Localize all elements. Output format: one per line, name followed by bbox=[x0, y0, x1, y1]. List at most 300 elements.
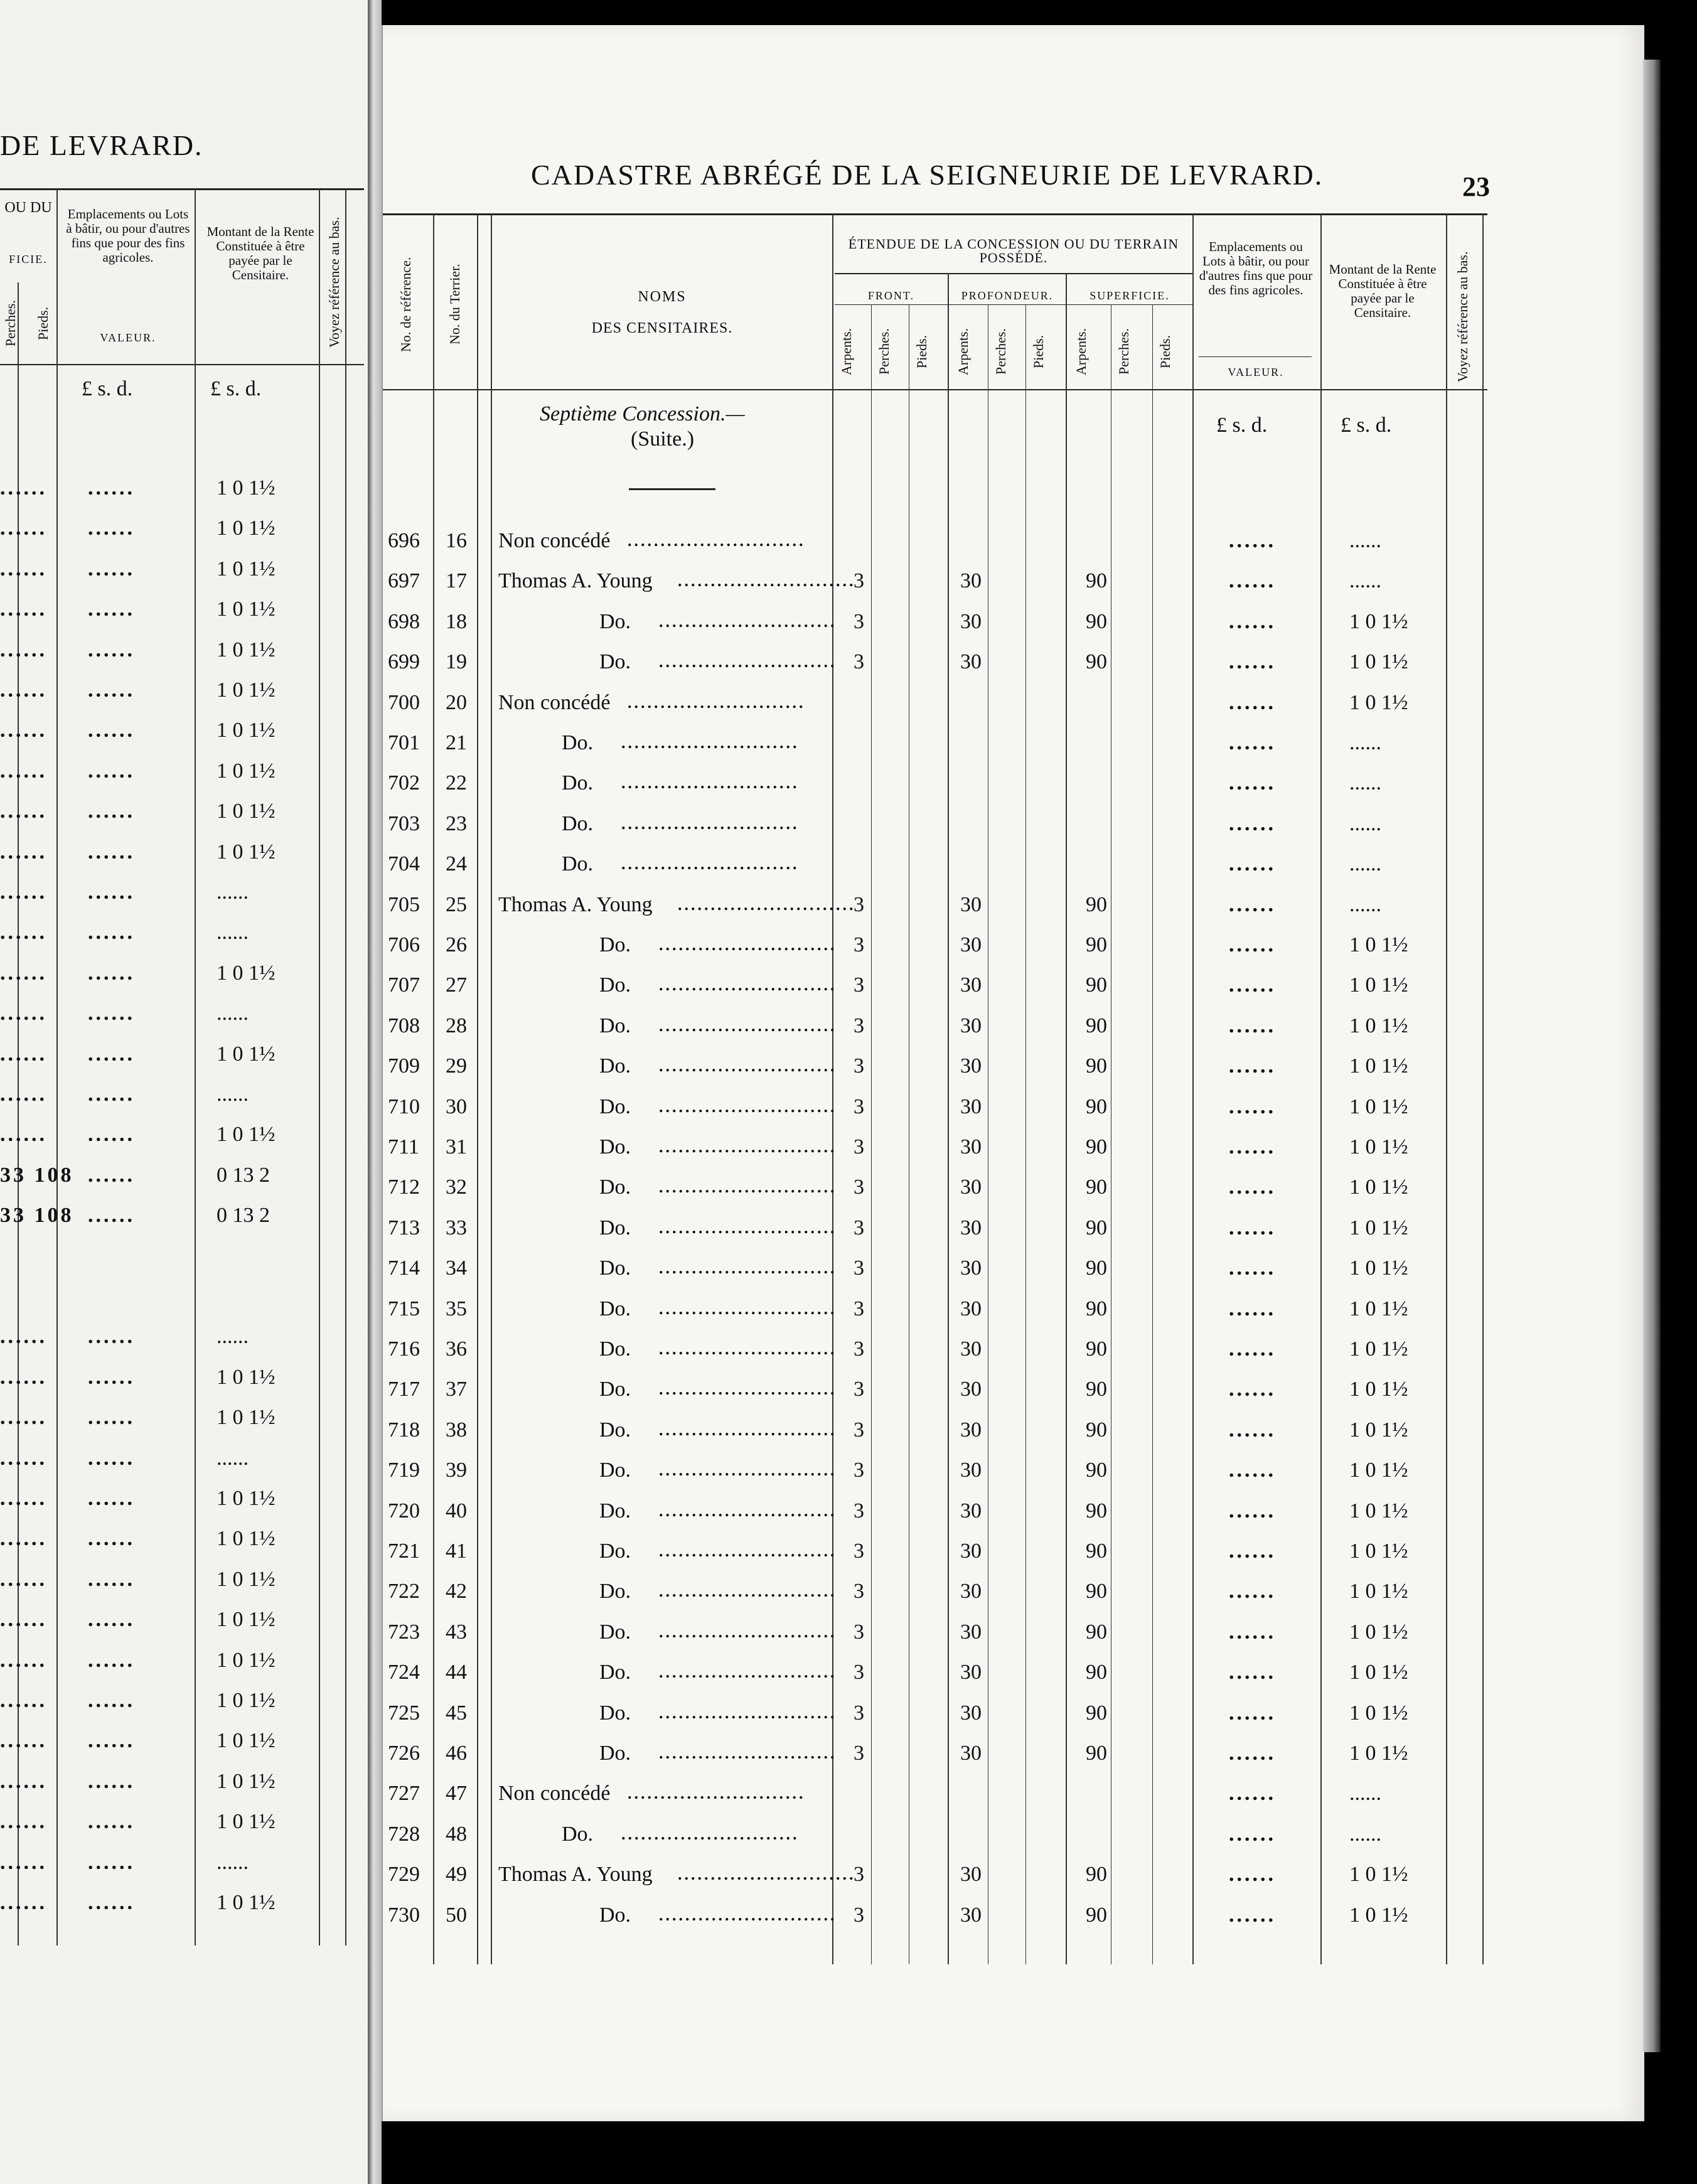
left-rente-cell: 0 13 2 bbox=[217, 1164, 270, 1187]
left-rente-cell: ...... bbox=[217, 1447, 249, 1470]
sup-arpents-cell: 90 bbox=[1086, 1054, 1107, 1078]
col-rule bbox=[1446, 213, 1447, 1964]
rente-cell: 1 0 1½ bbox=[1349, 1580, 1408, 1603]
left-col-rule bbox=[345, 188, 346, 1946]
left-superficie-cell: ...... bbox=[0, 1447, 47, 1470]
left-superficie-cell: ...... bbox=[0, 557, 47, 581]
left-superficie-cell: ...... bbox=[0, 1810, 47, 1833]
name-cell: Do. bbox=[599, 1580, 631, 1603]
terrier-cell: 17 bbox=[446, 569, 467, 592]
left-col-rule bbox=[195, 188, 196, 1946]
left-page bbox=[0, 0, 377, 2184]
valeur-cell: ...... bbox=[1229, 529, 1276, 552]
dot-leader: ........................... bbox=[659, 1098, 837, 1116]
prof-arpents-cell: 30 bbox=[960, 1256, 982, 1280]
rente-cell: 1 0 1½ bbox=[1349, 1499, 1408, 1523]
left-superficie-cell: ...... bbox=[0, 1487, 47, 1510]
left-valeur-cell: ...... bbox=[88, 1002, 135, 1025]
sup-arpents-cell: 90 bbox=[1086, 1863, 1107, 1886]
sup-arpents-cell: 90 bbox=[1086, 893, 1107, 916]
rente-cell: ...... bbox=[1349, 731, 1381, 754]
left-superficie-cell: ...... bbox=[0, 1689, 47, 1712]
name-cell: Do. bbox=[599, 973, 631, 997]
front-arpents-cell: 3 bbox=[854, 973, 864, 997]
name-cell: Thomas A. Young bbox=[498, 1863, 653, 1886]
terrier-cell: 35 bbox=[446, 1297, 467, 1320]
terrier-cell: 36 bbox=[446, 1337, 467, 1361]
rente-cell: 1 0 1½ bbox=[1349, 1095, 1408, 1118]
prof-arpents-cell: 30 bbox=[960, 1378, 982, 1401]
left-superficie-cell: ...... bbox=[0, 1608, 47, 1631]
sup-arpents-cell: 90 bbox=[1086, 1903, 1107, 1927]
prof-arpents-cell: 30 bbox=[960, 1135, 982, 1159]
left-superficie-cell: ...... bbox=[0, 1527, 47, 1550]
left-rente-cell: 1 0 1½ bbox=[217, 1649, 276, 1672]
front-arpents-cell: 3 bbox=[854, 1175, 864, 1199]
front-arpents-cell: 3 bbox=[854, 1135, 864, 1159]
left-superficie-cell: 33 108 bbox=[0, 1204, 74, 1227]
front-arpents-cell: 3 bbox=[854, 610, 864, 633]
terrier-cell: 37 bbox=[446, 1378, 467, 1401]
page-number: 23 bbox=[1462, 171, 1490, 202]
front-arpents-cell: 3 bbox=[854, 1701, 864, 1725]
left-superficie-cell: ...... bbox=[0, 1042, 47, 1066]
sup-arpents-cell: 90 bbox=[1086, 973, 1107, 997]
sup-arpents-cell: 90 bbox=[1086, 1297, 1107, 1320]
ref-cell: 711 bbox=[388, 1135, 419, 1159]
left-header-valeur: VALEUR. bbox=[100, 331, 156, 344]
left-rente-cell: 1 0 1½ bbox=[217, 678, 276, 702]
rente-cell: ...... bbox=[1349, 771, 1381, 795]
dot-leader: ........................... bbox=[659, 1057, 837, 1075]
dot-leader: ........................... bbox=[659, 1502, 837, 1520]
left-superficie-cell: ...... bbox=[0, 517, 47, 540]
front-arpents-cell: 3 bbox=[854, 1620, 864, 1644]
valeur-cell: ...... bbox=[1229, 569, 1276, 592]
name-cell: Do. bbox=[562, 731, 594, 754]
prof-arpents-cell: 30 bbox=[960, 893, 982, 916]
sup-arpents-cell: 90 bbox=[1086, 1014, 1107, 1037]
valeur-cell: ...... bbox=[1229, 1459, 1276, 1482]
left-superficie-cell: ...... bbox=[0, 597, 47, 621]
left-valeur-cell: ...... bbox=[88, 1447, 135, 1470]
left-valeur-cell: ...... bbox=[88, 1851, 135, 1874]
sup-arpents-cell: 90 bbox=[1086, 1256, 1107, 1280]
page-title: CADASTRE ABRÉGÉ DE LA SEIGNEURIE DE LEVRARD. bbox=[531, 159, 1324, 191]
prof-arpents-cell: 30 bbox=[960, 973, 982, 997]
left-superficie-cell: ...... bbox=[0, 1083, 47, 1106]
left-valeur-cell: ...... bbox=[88, 840, 135, 864]
right-page bbox=[382, 25, 1644, 2121]
valeur-cell: ...... bbox=[1229, 1014, 1276, 1037]
terrier-cell: 23 bbox=[446, 812, 467, 835]
rente-cell: ...... bbox=[1349, 529, 1381, 552]
left-valeur-cell: ...... bbox=[88, 1042, 135, 1066]
prof-perches-label: Perches. bbox=[993, 328, 1009, 375]
ref-cell: 709 bbox=[388, 1054, 420, 1078]
left-valeur-cell: ...... bbox=[88, 1568, 135, 1591]
terrier-cell: 38 bbox=[446, 1418, 467, 1442]
sup-arpents-cell: 90 bbox=[1086, 1701, 1107, 1725]
left-rente-cell: 1 0 1½ bbox=[217, 597, 276, 621]
left-rente-cell: ...... bbox=[217, 1083, 249, 1106]
front-arpents-cell: 3 bbox=[854, 1014, 864, 1037]
prof-pieds-label: Pieds. bbox=[1031, 335, 1046, 368]
sup-arpents-cell: 90 bbox=[1086, 1499, 1107, 1523]
valeur-cell: ...... bbox=[1229, 610, 1276, 633]
valeur-cell: ...... bbox=[1229, 812, 1276, 835]
left-rente-cell: ...... bbox=[217, 1002, 249, 1025]
ref-cell: 715 bbox=[388, 1297, 420, 1320]
ref-cell: 714 bbox=[388, 1256, 420, 1280]
prof-arpents-cell: 30 bbox=[960, 1903, 982, 1927]
front-arpents-cell: 3 bbox=[854, 1418, 864, 1442]
dot-leader: ........................... bbox=[659, 1380, 837, 1398]
left-valeur-cell: ...... bbox=[88, 1608, 135, 1631]
left-valeur-cell: ...... bbox=[88, 921, 135, 944]
ref-cell: 721 bbox=[388, 1539, 420, 1563]
front-arpents-cell: 3 bbox=[854, 1054, 864, 1078]
left-superficie-cell: ...... bbox=[0, 1729, 47, 1752]
ref-cell: 698 bbox=[388, 610, 420, 633]
valeur-cell: ...... bbox=[1229, 1539, 1276, 1563]
dot-leader: ........................... bbox=[659, 653, 837, 671]
terrier-cell: 19 bbox=[446, 650, 467, 673]
terrier-cell: 26 bbox=[446, 933, 467, 956]
sup-arpents-cell: 90 bbox=[1086, 1459, 1107, 1482]
ref-cell: 700 bbox=[388, 691, 420, 714]
terrier-cell: 39 bbox=[446, 1459, 467, 1482]
name-cell: Do. bbox=[599, 1539, 631, 1563]
valeur-cell: ...... bbox=[1229, 691, 1276, 714]
name-cell: Do. bbox=[599, 1256, 631, 1280]
left-rente-cell: 1 0 1½ bbox=[217, 1810, 276, 1833]
name-cell: Do. bbox=[599, 650, 631, 673]
ref-cell: 705 bbox=[388, 893, 420, 916]
front-arpents-label: Arpents. bbox=[838, 328, 854, 375]
left-superficie-cell: ...... bbox=[0, 1649, 47, 1672]
ref-cell: 727 bbox=[388, 1782, 420, 1805]
dot-leader: ........................... bbox=[621, 774, 800, 792]
front-arpents-cell: 3 bbox=[854, 1297, 864, 1320]
dot-leader: ........................... bbox=[659, 1744, 837, 1762]
prof-arpents-cell: 30 bbox=[960, 1054, 982, 1078]
left-valeur-cell: ...... bbox=[88, 1810, 135, 1833]
left-valeur-cell: ...... bbox=[88, 1325, 135, 1348]
name-cell: Do. bbox=[562, 771, 594, 795]
left-valeur-cell: ...... bbox=[88, 961, 135, 985]
prof-arpents-cell: 30 bbox=[960, 1337, 982, 1361]
sup-arpents-cell: 90 bbox=[1086, 1216, 1107, 1239]
ref-cell: 712 bbox=[388, 1175, 420, 1199]
prof-arpents-label: Arpents. bbox=[955, 328, 971, 375]
left-rente-cell: ...... bbox=[217, 881, 249, 904]
left-rente-cell: ...... bbox=[217, 921, 249, 944]
terrier-cell: 32 bbox=[446, 1175, 467, 1199]
prof-arpents-cell: 30 bbox=[960, 1459, 982, 1482]
rente-cell: 1 0 1½ bbox=[1349, 1459, 1408, 1482]
dot-leader: ........................... bbox=[659, 1219, 837, 1237]
left-header-montant: Montant de la Rente Constituée à être payée par le Censitaire. bbox=[206, 224, 314, 282]
dot-leader: ........................... bbox=[659, 1623, 837, 1641]
rente-cell: ...... bbox=[1349, 569, 1381, 592]
terrier-cell: 40 bbox=[446, 1499, 467, 1523]
sup-arpents-cell: 90 bbox=[1086, 569, 1107, 592]
left-rente-cell: 1 0 1½ bbox=[217, 1568, 276, 1591]
left-header-fragment: OU DU bbox=[4, 200, 52, 216]
col-rule bbox=[491, 213, 492, 1964]
prof-arpents-cell: 30 bbox=[960, 1095, 982, 1118]
header-emplacements: Emplacements ou Lots à bâtir, ou pour d'autres fins que pour des fins agricoles. bbox=[1199, 239, 1313, 297]
left-valeur-cell: ...... bbox=[88, 597, 135, 621]
ref-cell: 710 bbox=[388, 1095, 420, 1118]
dot-leader: ........................... bbox=[659, 1259, 837, 1277]
name-cell: Do. bbox=[562, 812, 594, 835]
ref-cell: 726 bbox=[388, 1742, 420, 1765]
left-superficie-cell: ...... bbox=[0, 678, 47, 702]
ref-cell: 696 bbox=[388, 529, 420, 552]
rente-cell: 1 0 1½ bbox=[1349, 1539, 1408, 1563]
sup-arpents-cell: 90 bbox=[1086, 1337, 1107, 1361]
dot-leader: ........................... bbox=[659, 936, 837, 954]
left-valeur-cell: ...... bbox=[88, 678, 135, 702]
front-perches-label: Perches. bbox=[876, 328, 892, 375]
left-superficie-cell: ...... bbox=[0, 638, 47, 661]
valeur-cell: ...... bbox=[1229, 731, 1276, 754]
terrier-cell: 50 bbox=[446, 1903, 467, 1927]
col-rule bbox=[433, 213, 434, 1964]
terrier-cell: 21 bbox=[446, 731, 467, 754]
left-rente-cell: 1 0 1½ bbox=[217, 961, 276, 985]
col-rule bbox=[1025, 304, 1026, 1964]
header-bottom-rule bbox=[383, 389, 1487, 390]
valeur-cell: ...... bbox=[1229, 1620, 1276, 1644]
left-rente-cell: ...... bbox=[217, 1325, 249, 1348]
name-cell: Do. bbox=[599, 1135, 631, 1159]
ref-cell: 722 bbox=[388, 1580, 420, 1603]
etendue-rule bbox=[835, 273, 1192, 274]
sup-arpents-cell: 90 bbox=[1086, 1095, 1107, 1118]
valeur-cell: ...... bbox=[1229, 771, 1276, 795]
header-etendue: ÉTENDUE DE LA CONCESSION OU DU TERRAIN POSSÉDÉ. bbox=[848, 236, 1179, 265]
left-superficie-cell: ...... bbox=[0, 840, 47, 864]
left-valeur-cell: ...... bbox=[88, 719, 135, 742]
left-rente-cell: 1 0 1½ bbox=[217, 1123, 276, 1146]
rente-cell: 1 0 1½ bbox=[1349, 1256, 1408, 1280]
name-cell: Do. bbox=[599, 1054, 631, 1078]
ref-cell: 716 bbox=[388, 1337, 420, 1361]
rente-cell: 1 0 1½ bbox=[1349, 1661, 1408, 1684]
sup-arpents-cell: 90 bbox=[1086, 610, 1107, 633]
terrier-cell: 28 bbox=[446, 1014, 467, 1037]
front-arpents-cell: 3 bbox=[854, 1903, 864, 1927]
left-superficie-cell: ...... bbox=[0, 759, 47, 783]
left-subheader-rule bbox=[0, 364, 364, 365]
rente-cell: 1 0 1½ bbox=[1349, 933, 1408, 956]
dot-leader: ........................... bbox=[659, 1663, 837, 1681]
ref-cell: 720 bbox=[388, 1499, 420, 1523]
left-rente-cell: 1 0 1½ bbox=[217, 759, 276, 783]
ref-cell: 699 bbox=[388, 650, 420, 673]
dot-leader: ........................... bbox=[628, 1784, 806, 1802]
front-arpents-cell: 3 bbox=[854, 1256, 864, 1280]
dot-leader: ........................... bbox=[621, 734, 800, 752]
name-cell: Non concédé bbox=[498, 529, 611, 552]
section-rule bbox=[629, 488, 715, 490]
front-arpents-cell: 3 bbox=[854, 1742, 864, 1765]
prof-arpents-cell: 30 bbox=[960, 1539, 982, 1563]
left-valeur-cell: ...... bbox=[88, 1487, 135, 1510]
sup-arpents-cell: 90 bbox=[1086, 1378, 1107, 1401]
valeur-cell: ...... bbox=[1229, 1903, 1276, 1927]
left-valeur-cell: ...... bbox=[88, 1123, 135, 1146]
valeur-cell: ...... bbox=[1229, 893, 1276, 916]
left-valeur-cell: ...... bbox=[88, 1649, 135, 1672]
valeur-cell: ...... bbox=[1229, 1378, 1276, 1401]
left-valeur-cell: ...... bbox=[88, 1527, 135, 1550]
prof-arpents-cell: 30 bbox=[960, 1418, 982, 1442]
terrier-cell: 31 bbox=[446, 1135, 467, 1159]
header-profondeur: PROFONDEUR. bbox=[961, 289, 1054, 302]
name-cell: Do. bbox=[599, 610, 631, 633]
ref-cell: 706 bbox=[388, 933, 420, 956]
sup-arpents-cell: 90 bbox=[1086, 1539, 1107, 1563]
left-col-rule bbox=[319, 188, 320, 1946]
valeur-cell: ...... bbox=[1229, 1175, 1276, 1199]
left-superficie-cell: ...... bbox=[0, 1770, 47, 1793]
terrier-cell: 49 bbox=[446, 1863, 467, 1886]
dot-leader: ........................... bbox=[659, 1340, 837, 1358]
terrier-cell: 30 bbox=[446, 1095, 467, 1118]
prof-arpents-cell: 30 bbox=[960, 650, 982, 673]
front-pieds-label: Pieds. bbox=[914, 335, 929, 368]
valeur-cell: ...... bbox=[1229, 1782, 1276, 1805]
ref-cell: 707 bbox=[388, 973, 420, 997]
left-page-title: DE LEVRARD. bbox=[0, 129, 203, 161]
ref-cell: 697 bbox=[388, 569, 420, 592]
ref-cell: 703 bbox=[388, 812, 420, 835]
valeur-cell: ...... bbox=[1229, 1135, 1276, 1159]
sup-arpents-cell: 90 bbox=[1086, 1135, 1107, 1159]
ref-cell: 729 bbox=[388, 1863, 420, 1886]
left-superficie-cell: 33 108 bbox=[0, 1164, 74, 1187]
front-arpents-cell: 3 bbox=[854, 650, 864, 673]
sup-arpents-cell: 90 bbox=[1086, 650, 1107, 673]
front-arpents-cell: 3 bbox=[854, 1095, 864, 1118]
left-superficie-cell: ...... bbox=[0, 961, 47, 985]
dot-leader: ........................... bbox=[659, 1421, 837, 1439]
left-valeur-cell: ...... bbox=[88, 557, 135, 581]
ref-cell: 704 bbox=[388, 852, 420, 875]
prof-arpents-cell: 30 bbox=[960, 1175, 982, 1199]
book-gutter bbox=[368, 0, 382, 2184]
left-col-pieds: Pieds. bbox=[35, 306, 51, 340]
col-rule bbox=[1152, 304, 1153, 1964]
left-header-rule bbox=[0, 188, 364, 190]
front-arpents-cell: 3 bbox=[854, 1499, 864, 1523]
header-noms: NOMS bbox=[638, 289, 687, 305]
terrier-cell: 24 bbox=[446, 852, 467, 875]
sup-arpents-label: Arpents. bbox=[1073, 328, 1089, 375]
dot-leader: ........................... bbox=[659, 1704, 837, 1722]
prof-arpents-cell: 30 bbox=[960, 569, 982, 592]
left-valeur-cell: ...... bbox=[88, 1770, 135, 1793]
terrier-cell: 48 bbox=[446, 1823, 467, 1846]
terrier-cell: 27 bbox=[446, 973, 467, 997]
prof-arpents-cell: 30 bbox=[960, 1014, 982, 1037]
section-title: Septième Concession.— bbox=[540, 402, 745, 426]
header-top-rule bbox=[383, 213, 1487, 215]
dot-leader: ........................... bbox=[678, 1865, 856, 1883]
left-superficie-cell: ...... bbox=[0, 1891, 47, 1914]
name-cell: Do. bbox=[599, 1499, 631, 1523]
dot-leader: ........................... bbox=[659, 976, 837, 994]
front-arpents-cell: 3 bbox=[854, 1378, 864, 1401]
header-superficie: SUPERFICIE. bbox=[1089, 289, 1170, 302]
rente-cell: 1 0 1½ bbox=[1349, 1337, 1408, 1361]
terrier-cell: 22 bbox=[446, 771, 467, 795]
name-cell: Do. bbox=[599, 1297, 631, 1320]
col-rule bbox=[1192, 213, 1194, 1964]
name-cell: Do. bbox=[599, 1620, 631, 1644]
terrier-cell: 33 bbox=[446, 1216, 467, 1239]
left-rente-cell: 1 0 1½ bbox=[217, 638, 276, 661]
prof-arpents-cell: 30 bbox=[960, 1499, 982, 1523]
valeur-cell: ...... bbox=[1229, 852, 1276, 875]
dot-leader: ........................... bbox=[659, 1542, 837, 1560]
rente-cell: 1 0 1½ bbox=[1349, 691, 1408, 714]
currency-header-valeur: £ s. d. bbox=[1216, 414, 1268, 437]
valeur-cell: ...... bbox=[1229, 933, 1276, 956]
left-rente-cell: 1 0 1½ bbox=[217, 1406, 276, 1429]
front-arpents-cell: 3 bbox=[854, 1459, 864, 1482]
left-valeur-cell: ...... bbox=[88, 800, 135, 823]
dot-leader: ........................... bbox=[628, 532, 806, 550]
name-cell: Non concédé bbox=[498, 1782, 611, 1805]
valeur-cell: ...... bbox=[1229, 1297, 1276, 1320]
front-arpents-cell: 3 bbox=[854, 1863, 864, 1886]
name-cell: Do. bbox=[562, 852, 594, 875]
ref-cell: 728 bbox=[388, 1823, 420, 1846]
dot-leader: ........................... bbox=[659, 613, 837, 631]
left-valeur-cell: ...... bbox=[88, 1689, 135, 1712]
left-rente-cell: 1 0 1½ bbox=[217, 800, 276, 823]
rente-cell: ...... bbox=[1349, 812, 1381, 835]
left-valeur-cell: ...... bbox=[88, 476, 135, 500]
valeur-cell: ...... bbox=[1229, 1499, 1276, 1523]
prof-arpents-cell: 30 bbox=[960, 1297, 982, 1320]
valeur-cell: ...... bbox=[1229, 1337, 1276, 1361]
left-valeur-cell: ...... bbox=[88, 517, 135, 540]
section-subtitle: (Suite.) bbox=[631, 427, 695, 451]
name-cell: Do. bbox=[599, 933, 631, 956]
left-superficie-cell: ...... bbox=[0, 800, 47, 823]
left-superficie-cell: ...... bbox=[0, 921, 47, 944]
rente-cell: 1 0 1½ bbox=[1349, 1863, 1408, 1886]
sup-perches-label: Perches. bbox=[1116, 328, 1132, 375]
terrier-cell: 47 bbox=[446, 1782, 467, 1805]
left-rente-cell: 1 0 1½ bbox=[217, 1608, 276, 1631]
name-cell: Do. bbox=[599, 1701, 631, 1725]
front-arpents-cell: 3 bbox=[854, 1539, 864, 1563]
left-rente-cell: 1 0 1½ bbox=[217, 1487, 276, 1510]
valeur-cell: ...... bbox=[1229, 1054, 1276, 1078]
terrier-cell: 25 bbox=[446, 893, 467, 916]
front-arpents-cell: 3 bbox=[854, 933, 864, 956]
left-valeur-cell: ...... bbox=[88, 759, 135, 783]
front-arpents-cell: 3 bbox=[854, 1216, 864, 1239]
dot-leader: ........................... bbox=[659, 1138, 837, 1156]
